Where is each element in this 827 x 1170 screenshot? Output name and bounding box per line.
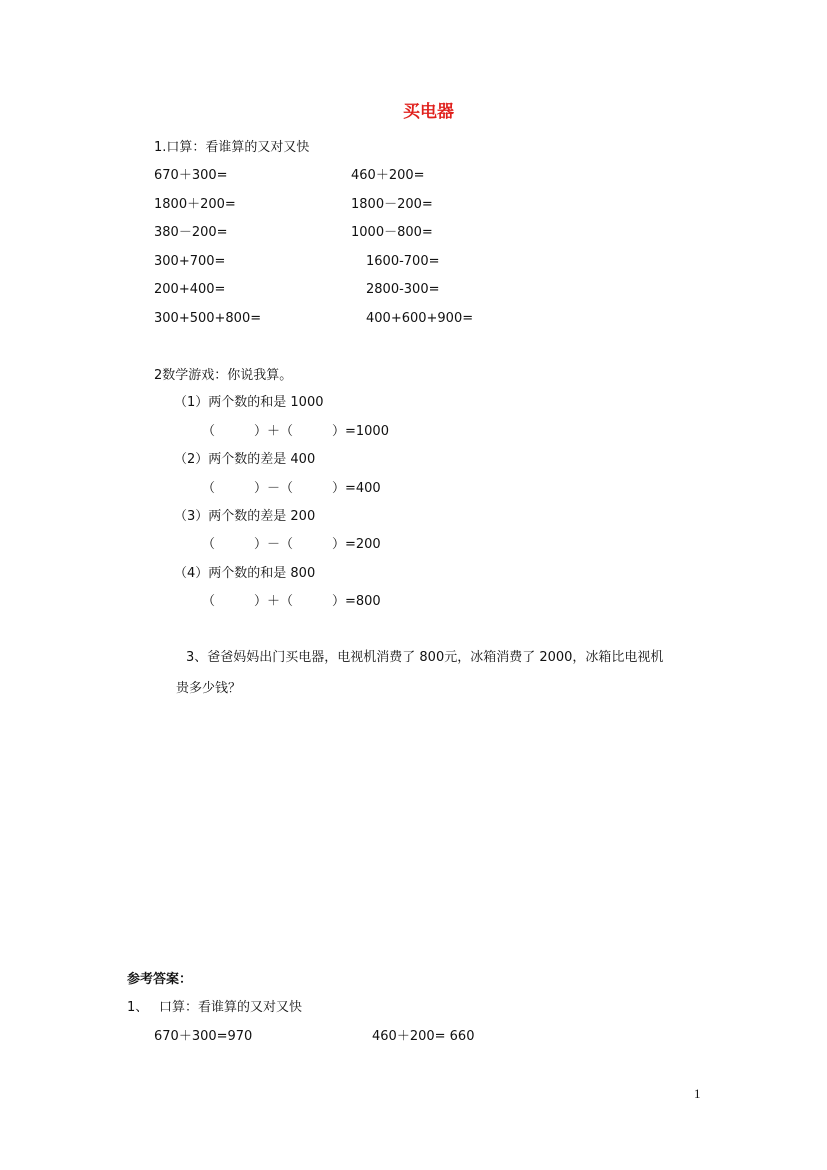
calc-left-2: 1800＋200=: [154, 197, 236, 212]
answer-right-1: 460＋200= 660: [372, 1029, 475, 1044]
game-label-1: （1）两个数的和是 1000: [174, 395, 324, 410]
game-label-3: （3）两个数的差是 200: [174, 509, 316, 524]
page-title: 买电器: [403, 102, 454, 122]
section2-heading: 2数学游戏：你说我算。: [154, 368, 293, 383]
calc-left-3: 380－200=: [154, 225, 228, 240]
word-problem-line1: 3、爸爸妈妈出门买电器，电视机消费了 800元，冰箱消费了 2000，冰箱比电视机: [186, 650, 664, 665]
game-expr-1: （ ）＋（ ）=1000: [202, 424, 389, 439]
calc-right-5: 2800-300=: [366, 282, 440, 297]
game-expr-3: （ ）－（ ）=200: [202, 537, 381, 552]
calc-right-6: 400+600+900=: [366, 311, 474, 326]
calc-right-1: 460＋200=: [351, 168, 425, 183]
calc-left-1: 670＋300=: [154, 168, 228, 183]
page-number: 1: [694, 1086, 701, 1101]
calc-right-2: 1800－200=: [351, 197, 433, 212]
game-expr-4: （ ）＋（ ）=800: [202, 594, 381, 609]
section1-heading: 1.口算：看谁算的又对又快: [154, 140, 310, 155]
game-label-2: （2）两个数的差是 400: [174, 452, 316, 467]
answers-item1-number: 1、: [127, 1000, 149, 1015]
answers-item1-text: 口算：看谁算的又对又快: [159, 1000, 303, 1015]
answers-heading: 参考答案：: [127, 972, 193, 987]
word-problem-line2: 贵多少钱？: [176, 681, 242, 696]
calc-left-6: 300+500+800=: [154, 311, 262, 326]
game-label-4: （4）两个数的和是 800: [174, 566, 316, 581]
calc-left-5: 200+400=: [154, 282, 226, 297]
calc-right-4: 1600-700=: [366, 254, 440, 269]
game-expr-2: （ ）－（ ）=400: [202, 481, 381, 496]
calc-right-3: 1000－800=: [351, 225, 433, 240]
answer-left-1: 670＋300=970: [154, 1029, 253, 1044]
calc-left-4: 300+700=: [154, 254, 226, 269]
